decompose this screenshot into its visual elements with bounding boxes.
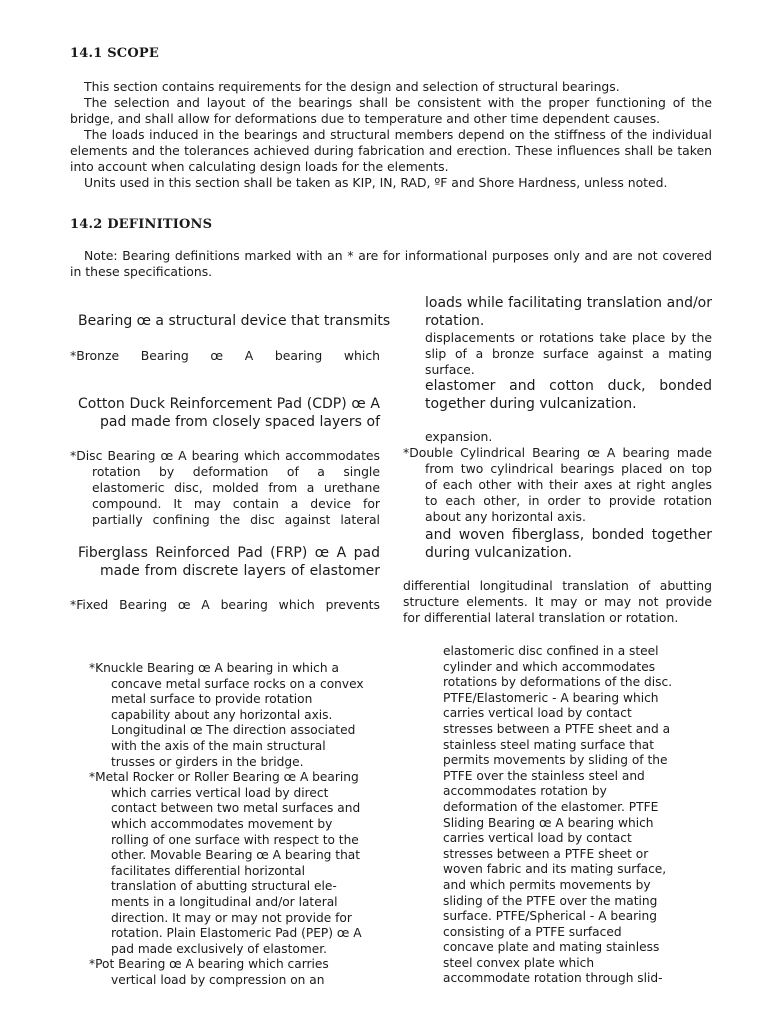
def-line: elastomeric disc, molded from a urethane: [92, 480, 380, 495]
def-line: structure elements. It may or may not provide: [403, 594, 712, 609]
definitions-note-block: [70, 248, 712, 280]
definitions-heading: 14.2 DEFINITIONS: [70, 217, 213, 232]
def-bearing: Bearing œ a structural device that transmits: [78, 313, 391, 329]
def-continuation: vertical load by compression on an: [111, 972, 325, 987]
def-pot-bearing: [89, 957, 389, 988]
def-line: to each other, in order to provide rotation: [425, 493, 712, 508]
def-line: compound. It may contain a device for: [92, 496, 380, 511]
def-line: loads while facilitating translation and/or: [425, 295, 712, 311]
scope-paragraph: Units used in this section shall be taken as KIP, IN, RAD, ºF and Shore Hardness, unless noted.: [84, 175, 668, 190]
def-line: *Pot Bearing œ A bearing which carries: [89, 957, 329, 972]
def-metal-rocker-bearing: [89, 770, 389, 957]
def-displacements: [403, 330, 712, 378]
def-line: partially confining the disc against lateral: [92, 512, 380, 527]
def-double-cylindrical: [403, 445, 712, 525]
definitions-note: Note: Bearing definitions marked with an * are for informational purposes only and are not covered in these specifications.: [70, 248, 712, 279]
def-line: Fiberglass Reinforced Pad (FRP) œ A pad: [78, 545, 380, 561]
def-line: *Disc Bearing œ A bearing which accommodates: [70, 448, 380, 463]
scope-heading: 14.1 SCOPE: [70, 46, 159, 61]
def-line: slip of a bronze surface against a mating: [425, 346, 712, 361]
def-bronze: [70, 348, 380, 364]
left-lower-definitions: [89, 661, 389, 988]
def-line: made from discrete layers of elastomer: [100, 563, 380, 579]
def-fixed: [70, 597, 380, 613]
def-line: *Metal Rocker or Roller Bearing œ A bearing: [89, 770, 359, 785]
scope-paragraph: The loads induced in the bearings and structural members depend on the stiffness of the individual elements and the tolerances achieved during fabrication and erection. These influences shall be taken into account when calculating design loads for the elements.: [70, 127, 712, 174]
def-line: together during vulcanization.: [425, 396, 637, 412]
def-frp: [78, 544, 380, 580]
def-line: displacements or rotations take place by the: [425, 330, 712, 345]
def-line: *Bronze Bearing œ A bearing which: [70, 348, 380, 363]
def-line: *Knuckle Bearing œ A bearing in which a: [89, 661, 339, 675]
def-loads: [403, 294, 712, 330]
def-cdp: [78, 395, 380, 431]
def-line: rotation.: [425, 313, 485, 329]
def-line: *Double Cylindrical Bearing œ A bearing made: [403, 445, 712, 460]
scope-body: [70, 79, 712, 191]
def-disc: [70, 448, 380, 528]
def-line: during vulcanization.: [425, 545, 572, 561]
def-line: about any horizontal axis.: [425, 509, 586, 524]
def-line: pad made from closely spaced layers of: [100, 414, 380, 430]
def-line: surface.: [425, 362, 475, 377]
scope-paragraph: This section contains requirements for the design and selection of structural bearings.: [84, 79, 620, 94]
def-line: from two cylindrical bearings placed on top: [425, 461, 712, 476]
def-line: of each other with their axes at right angles: [425, 477, 712, 492]
scope-paragraph: The selection and layout of the bearings shall be consistent with the proper functioning of the bridge, and shall allow for deformations due to temperature and other time dependent causes.: [70, 95, 712, 126]
def-continuation: concave metal surface rocks on a convex metal surface to provide rotation capability about any horizontal axis. Longitudinal œ The direction associated with the axis of the main structural trusses or girders in the bridge.: [111, 676, 364, 769]
def-line: *Fixed Bearing œ A bearing which prevents: [70, 597, 380, 612]
def-continuation: which carries vertical load by direct contact between two metal surfaces and which accommodates movement by rolling of one surface with respect to the other. Movable Bearing œ A bearing that facilitates differential horizontal translation of abutting structural ele- ments in a longitudinal and/or lateral direction. It may or may not provide for rotation. Plain Elastomeric Pad (PEP) œ A pad made exclusively of elastomer.: [111, 785, 362, 956]
def-fiberglass: [403, 526, 712, 562]
def-line: Cotton Duck Reinforcement Pad (CDP) œ A: [78, 396, 380, 412]
def-expansion: expansion.: [425, 429, 493, 444]
def-line: differential longitudinal translation of abutting: [403, 578, 712, 593]
def-line: rotation by deformation of a single: [92, 464, 380, 479]
right-lower-definitions: elastomeric disc confined in a steel cylinder and which accommodates rotations by deformations of the disc. PTFE/Elastomeric - A bearing which carries vertical load by contact stresses between a PTFE sheet and a stainless steel mating surface that permits movements by sliding of the PTFE over the stainless steel and accommodates rotation by deformation of the elastomer. PTFE Sliding Bearing œ A bearing which carries vertical load by contact stresses between a PTFE sheet or woven fabric and its mating surface, and which permits movements by sliding of the PTFE over the mating surface. PTFE/Spherical - A bearing consisting of a PTFE surfaced concave plate and mating stainless steel convex plate which accommodate rotation through slid-: [443, 644, 673, 986]
def-line: for differential lateral translation or rotation.: [403, 610, 679, 625]
def-differential: [403, 578, 712, 626]
def-line: elastomer and cotton duck, bonded: [425, 378, 712, 394]
def-line: and woven fiberglass, bonded together: [425, 527, 712, 543]
def-knuckle-bearing: [89, 661, 389, 770]
def-elastomer: [403, 377, 712, 413]
